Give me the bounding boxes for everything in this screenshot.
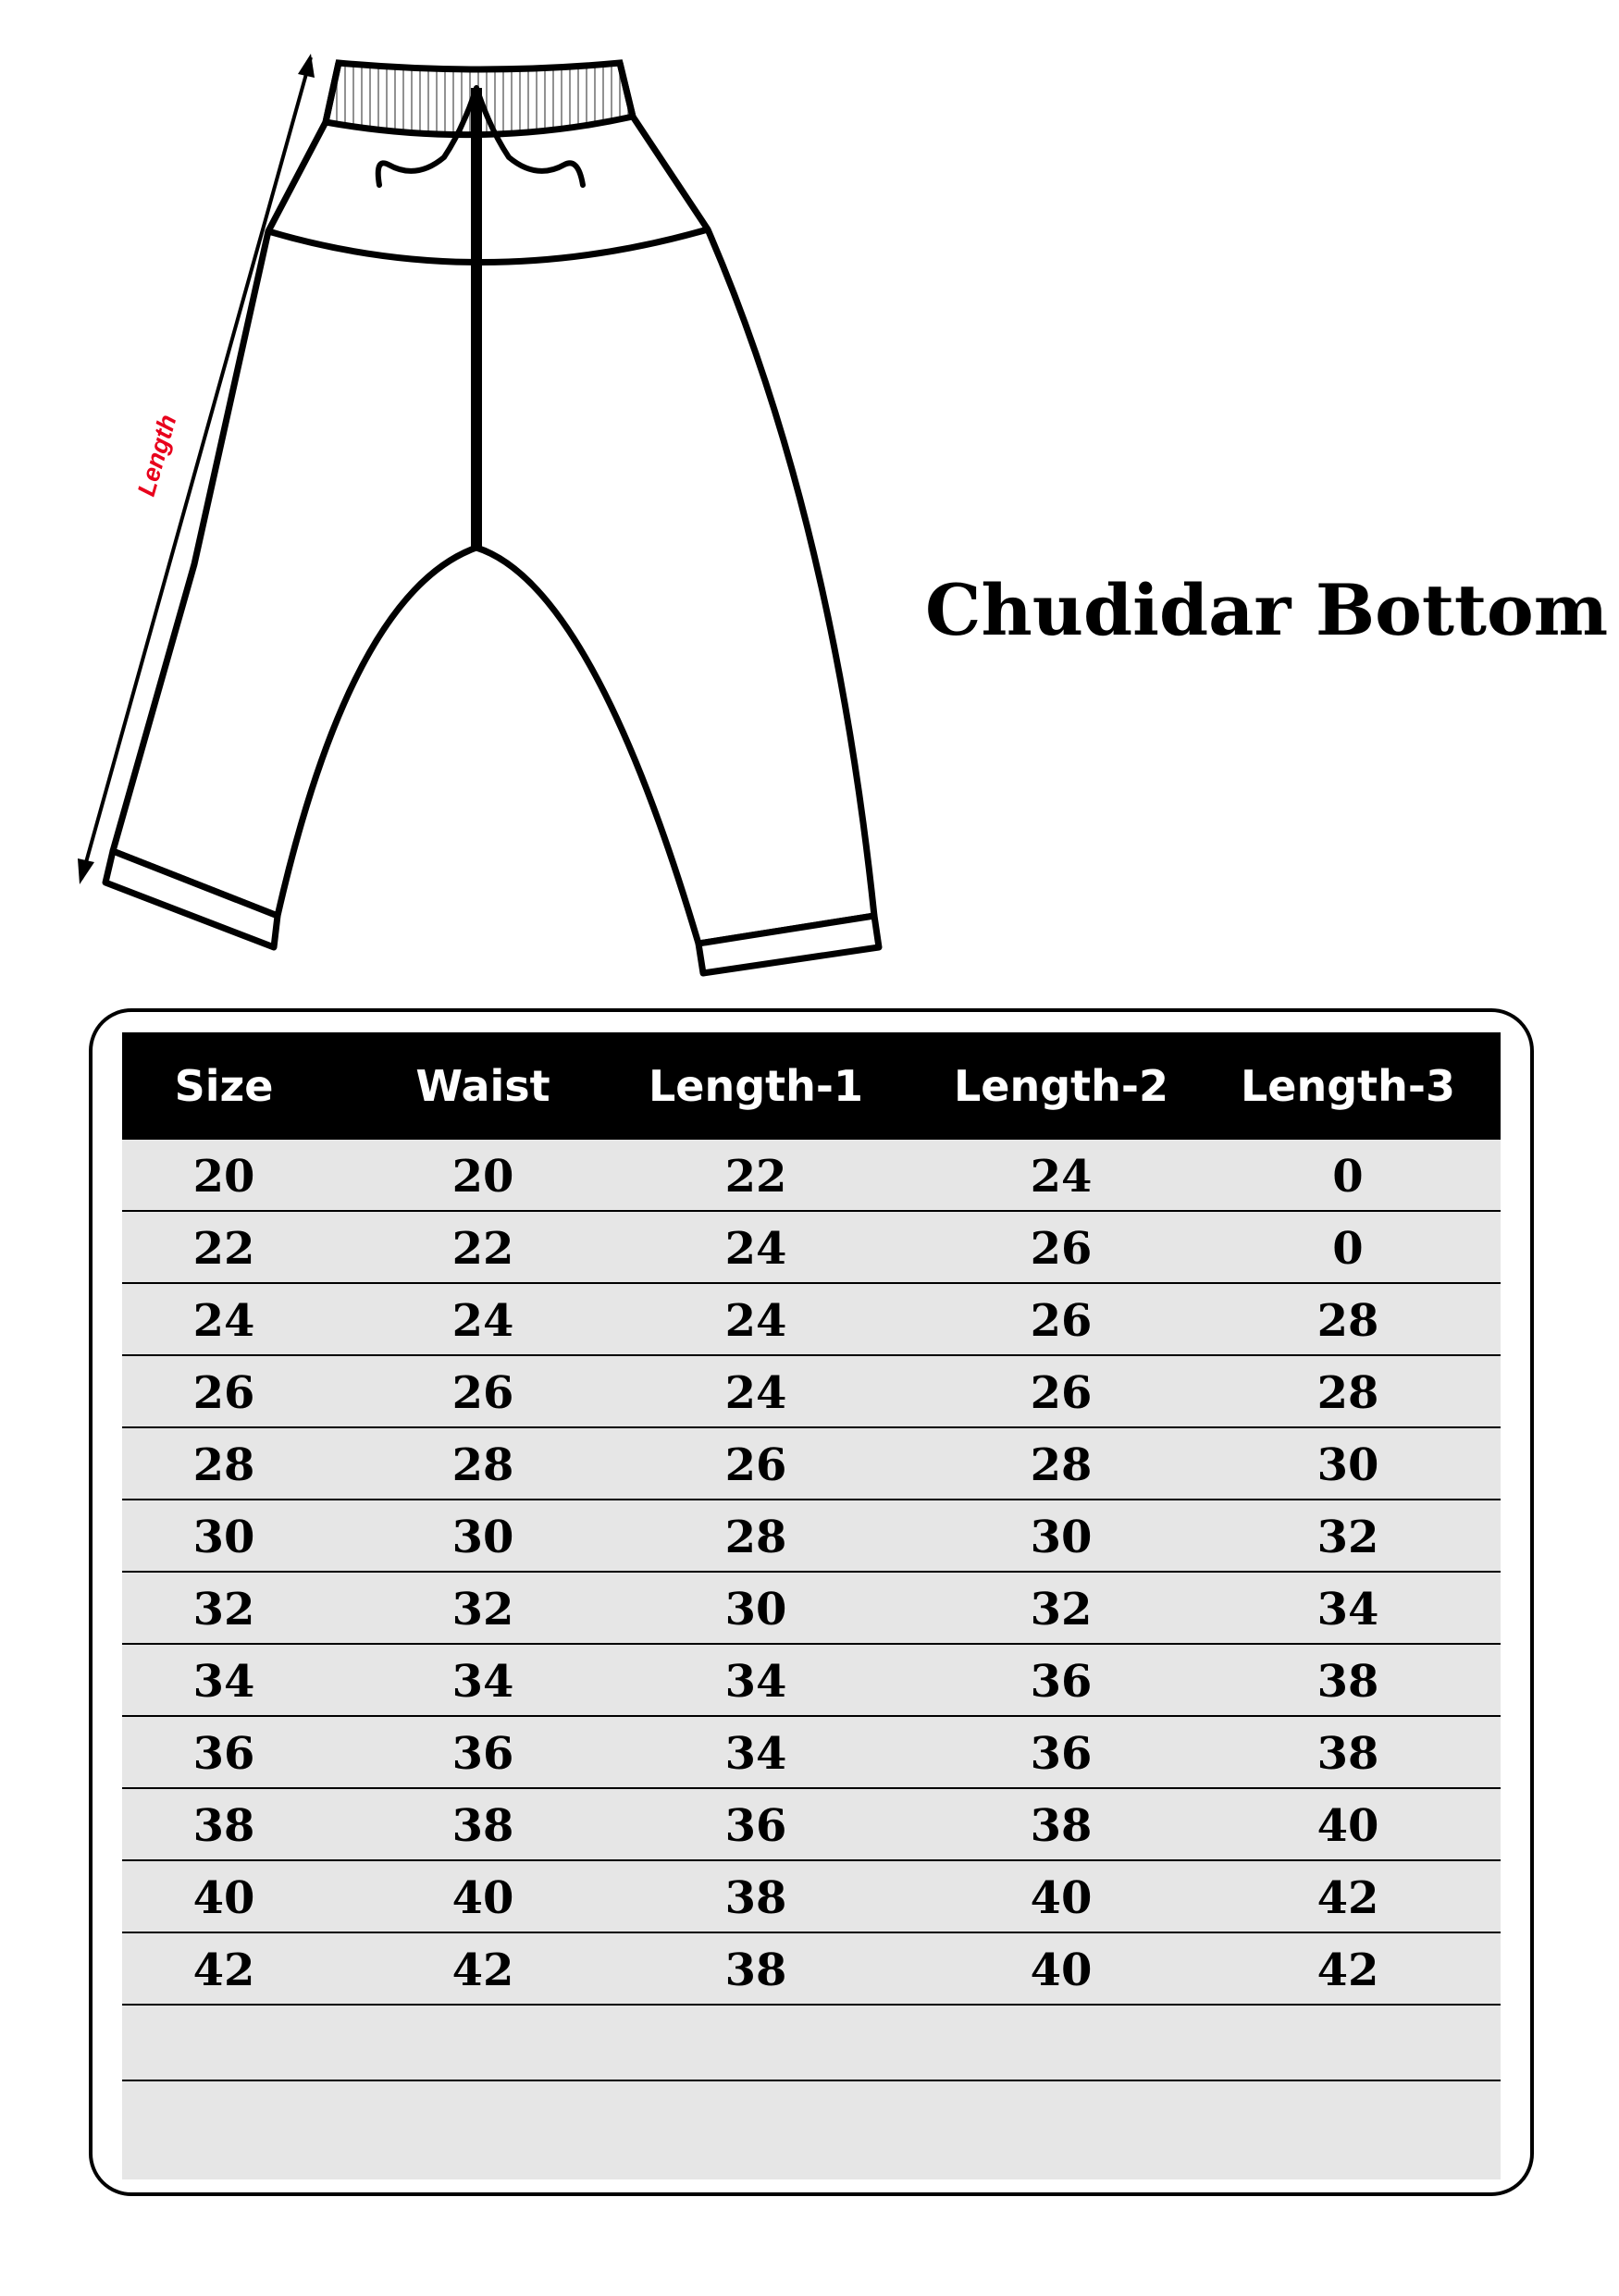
empty-row	[122, 2081, 1501, 2157]
cell-length-3: 30	[1316, 1439, 1379, 1491]
cell-size: 32	[192, 1584, 255, 1636]
table-row	[122, 1212, 1501, 1284]
cell-length-2: 24	[1030, 1151, 1093, 1203]
cell-waist: 22	[451, 1223, 514, 1275]
empty-row	[122, 2006, 1501, 2081]
header-length-3: Length-3	[1240, 1061, 1456, 1111]
cell-length-2: 26	[1030, 1223, 1093, 1275]
length-label: Length	[131, 411, 182, 500]
cell-waist: 32	[451, 1584, 514, 1636]
cell-waist: 42	[451, 1944, 514, 1996]
page-title: Chudidar Bottom	[925, 569, 1609, 651]
pant-outline	[113, 63, 874, 944]
table-row	[122, 1645, 1501, 1717]
cell-length-3: 0	[1332, 1223, 1364, 1275]
cell-length-2: 30	[1030, 1512, 1093, 1563]
cell-length-3: 28	[1316, 1295, 1379, 1347]
cell-length-1: 34	[724, 1728, 787, 1780]
size-table	[122, 1032, 1501, 2179]
cell-size: 38	[192, 1800, 255, 1852]
table-row	[122, 1356, 1501, 1428]
cell-length-1: 36	[724, 1800, 787, 1852]
cell-length-1: 34	[724, 1656, 787, 1708]
cell-length-2: 40	[1030, 1944, 1093, 1996]
cell-length-3: 28	[1316, 1367, 1379, 1419]
right-cuff	[698, 916, 879, 973]
cell-size: 36	[192, 1728, 255, 1780]
cell-length-3: 40	[1316, 1800, 1379, 1852]
cell-size: 22	[192, 1223, 255, 1275]
cell-length-3: 32	[1316, 1512, 1379, 1563]
cell-length-1: 28	[724, 1512, 787, 1563]
cell-size: 40	[192, 1872, 255, 1924]
cell-length-2: 40	[1030, 1872, 1093, 1924]
table-row	[122, 1933, 1501, 2006]
cell-waist: 30	[451, 1512, 514, 1563]
cell-length-3: 42	[1316, 1944, 1379, 1996]
table-row	[122, 1500, 1501, 1573]
length-arrow-head-top	[298, 54, 315, 78]
header-waist: Waist	[415, 1061, 550, 1111]
length-arrow-head-bottom	[78, 858, 94, 884]
header-size: Size	[174, 1061, 274, 1111]
cell-waist: 40	[451, 1872, 514, 1924]
table-row	[122, 1140, 1501, 1212]
cell-length-1: 38	[724, 1944, 787, 1996]
cell-waist: 24	[451, 1295, 514, 1347]
cell-waist: 20	[451, 1151, 514, 1203]
cell-length-3: 34	[1316, 1584, 1379, 1636]
cell-length-1: 38	[724, 1872, 787, 1924]
table-row	[122, 1717, 1501, 1789]
cell-length-1: 26	[724, 1439, 787, 1491]
cell-length-2: 36	[1030, 1728, 1093, 1780]
cell-length-1: 22	[724, 1151, 787, 1203]
cell-length-1: 24	[724, 1367, 787, 1419]
cell-length-2: 26	[1030, 1367, 1093, 1419]
cell-size: 26	[192, 1367, 255, 1419]
cell-length-1: 30	[724, 1584, 787, 1636]
length-arrow-line	[81, 57, 311, 879]
cell-waist: 26	[451, 1367, 514, 1419]
cell-length-1: 24	[724, 1295, 787, 1347]
cell-length-3: 0	[1332, 1151, 1364, 1203]
table-row	[122, 1573, 1501, 1645]
header-length-1: Length-1	[648, 1061, 864, 1111]
table-row	[122, 1284, 1501, 1356]
table-row	[122, 1861, 1501, 1933]
cell-length-1: 24	[724, 1223, 787, 1275]
cell-length-2: 32	[1030, 1584, 1093, 1636]
cell-waist: 28	[451, 1439, 514, 1491]
cell-length-3: 42	[1316, 1872, 1379, 1924]
table-row	[122, 1428, 1501, 1500]
cell-size: 28	[192, 1439, 255, 1491]
cell-waist: 34	[451, 1656, 514, 1708]
cell-size: 20	[192, 1151, 255, 1203]
cell-size: 34	[192, 1656, 255, 1708]
cell-length-2: 38	[1030, 1800, 1093, 1852]
table-body	[122, 1140, 1501, 2157]
chudidar-illustration	[0, 0, 1619, 981]
header-length-2: Length-2	[953, 1061, 1169, 1111]
left-cuff	[105, 851, 278, 947]
table-row	[122, 1789, 1501, 1861]
yoke-seam	[268, 229, 708, 263]
table-header	[122, 1032, 1501, 1140]
cell-waist: 36	[451, 1728, 514, 1780]
cell-size: 30	[192, 1512, 255, 1563]
cell-length-3: 38	[1316, 1728, 1379, 1780]
cell-waist: 38	[451, 1800, 514, 1852]
cell-size: 24	[192, 1295, 255, 1347]
cell-length-2: 36	[1030, 1656, 1093, 1708]
cell-length-2: 26	[1030, 1295, 1093, 1347]
cell-length-2: 28	[1030, 1439, 1093, 1491]
cell-size: 42	[192, 1944, 255, 1996]
cell-length-3: 38	[1316, 1656, 1379, 1708]
